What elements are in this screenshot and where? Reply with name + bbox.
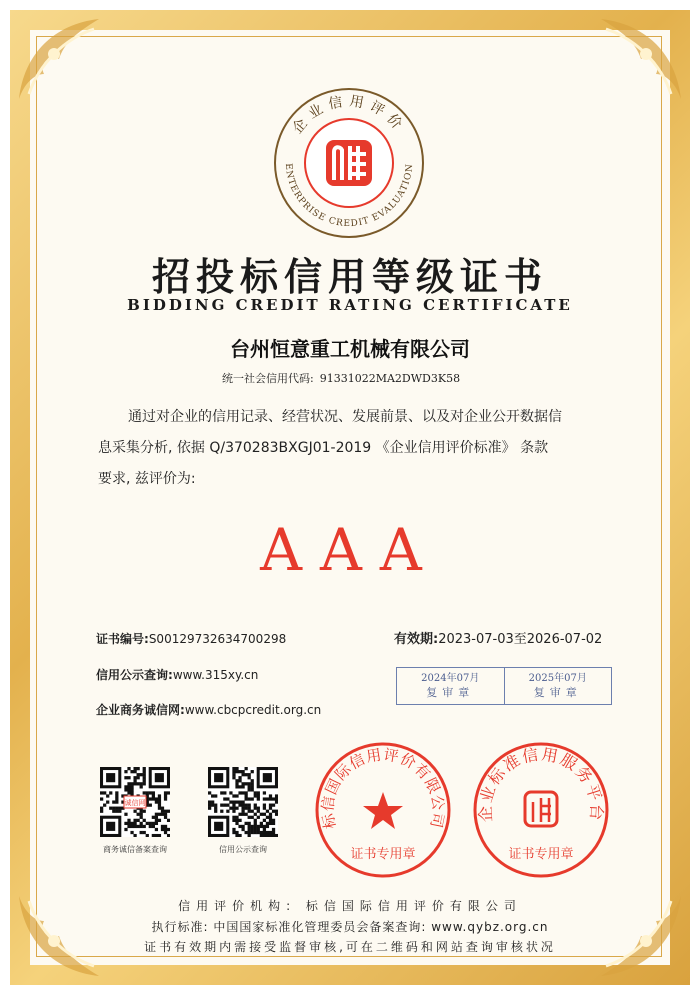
seal-logo-icon (525, 792, 557, 826)
validity-label: 有效期: (394, 632, 439, 647)
certificate-body (98, 402, 608, 495)
footer-standard: 执行标准: 中国国家标准化管理委员会备案查询: www.qybz.org.cn (151, 920, 549, 934)
emblem-ring-cn: 企业信用评价 (289, 93, 409, 137)
emblem-logo-icon (326, 140, 372, 186)
certificate-title-english: BIDDING CREDIT RATING CERTIFICATE (127, 296, 573, 314)
company-name: 台州恒意重工机械有限公司 (230, 337, 470, 361)
seal-center-text: 证书专用章 (508, 847, 574, 862)
credit-evaluation-emblem (270, 84, 428, 242)
seal-center-text: 证书专用章 (350, 847, 416, 862)
annual-review-box (396, 667, 612, 705)
certificate-title: 招投标信用等级证书 (151, 255, 548, 299)
qr-center-label: 诚信网 (124, 799, 146, 807)
review-cell-2024 (397, 668, 504, 704)
platform-seal (471, 740, 611, 880)
credit-query-label: 信用公示查询: (96, 668, 173, 682)
qr-label-credit: 信用公示查询 (219, 845, 267, 854)
credit-code-value: 91331022MA2DWD3K58 (319, 372, 461, 385)
qr-code-business (100, 767, 170, 837)
emblem-ring-en: ENTERPRISE CREDIT EVALUATION (282, 162, 416, 230)
qr-code-credit (208, 767, 278, 837)
qr-label-business: 商务诚信备案查询 (103, 845, 167, 854)
company-seal (313, 740, 453, 880)
body-line: 息采集分析, 依据 Q/370283BXGJ01-2019 《企业信用评价标准》 条款 (98, 440, 549, 456)
cert-no-label: 证书编号: (96, 632, 149, 646)
validity-period (394, 628, 602, 647)
star-icon (363, 792, 403, 829)
credit-code (222, 370, 466, 386)
seal-ring-text: 标信国际信用评价有限公司 (318, 745, 448, 831)
footer-evaluator: 信用评价机构: 标信国际信用评价有限公司 (178, 899, 522, 913)
business-query-label: 企业商务诚信网: (96, 703, 185, 717)
seal-ring-text: 企业标准信用服务平台 (475, 744, 607, 823)
body-line: 通过对企业的信用记录、经营状况、发展前景、以及对企业公开数据信 (128, 409, 562, 425)
validity-value: 2023-07-03至2026-07-02 (438, 632, 603, 647)
footer-notice: 证书有效期内需接受监督审核,可在二维码和网站查询审核状况 (144, 940, 556, 954)
business-query-site (96, 701, 321, 718)
corner-ornament-icon (14, 14, 134, 104)
credit-query-site (96, 666, 258, 683)
corner-ornament-icon (566, 14, 686, 104)
review-stamp-label: 复审章 (426, 686, 475, 699)
credit-query-url: www.315xy.cn (172, 668, 259, 682)
credit-code-label: 统一社会信用代码: (222, 372, 314, 385)
certificate-number (96, 630, 286, 647)
review-cell-2025 (504, 668, 612, 704)
review-stamp-label: 复审章 (533, 686, 582, 699)
review-date: 2024年07月 (421, 673, 480, 684)
cert-no-value: S00129732634700298 (148, 632, 287, 646)
business-query-url: www.cbcpcredit.org.cn (184, 703, 322, 717)
review-date: 2025年07月 (528, 673, 587, 684)
body-line: 要求, 兹评价为: (98, 471, 196, 487)
credit-rating: AAA (260, 516, 440, 584)
